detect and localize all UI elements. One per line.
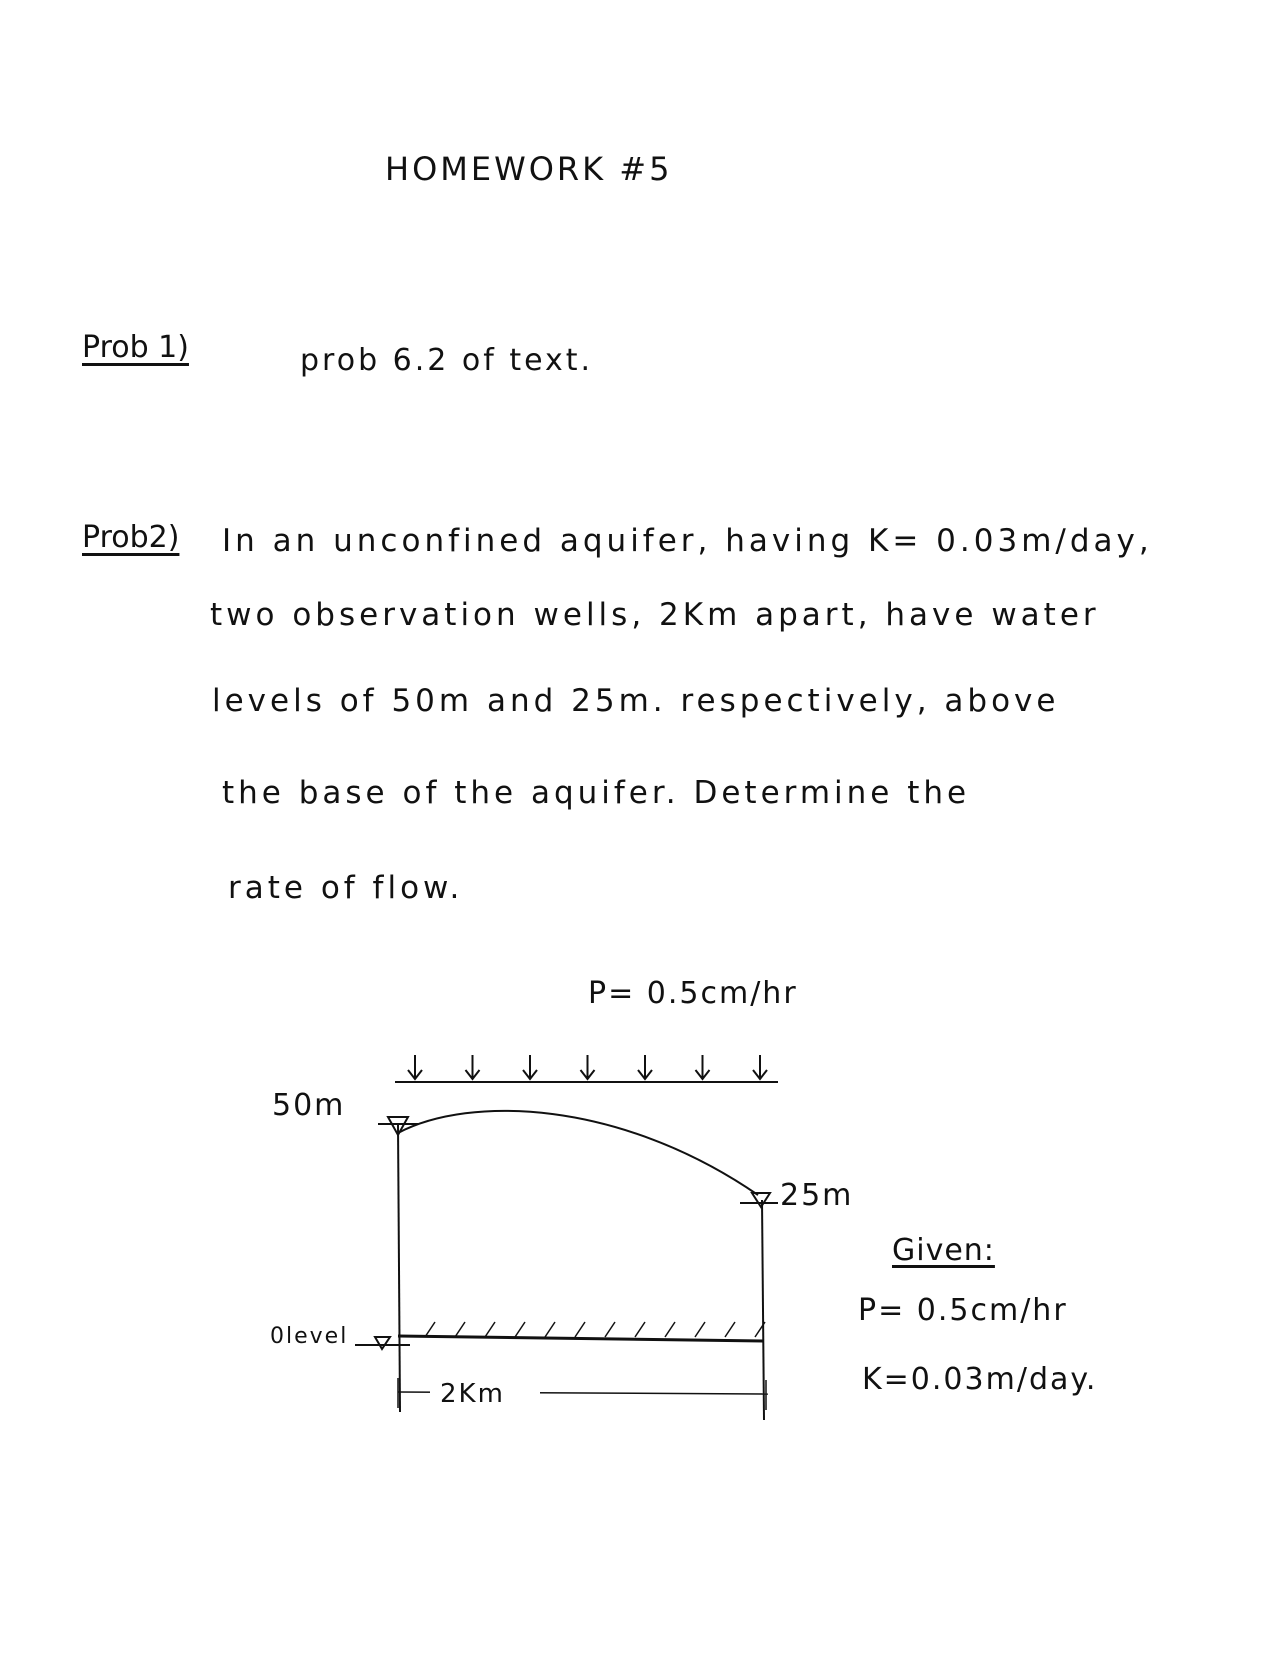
hatch-mark (695, 1322, 705, 1337)
hatch-mark (425, 1322, 435, 1337)
prob2-line-4: the base of the aquifer. Determine the (222, 775, 971, 811)
hatch-mark (575, 1322, 585, 1337)
water-table-curve (398, 1111, 758, 1195)
prob2-line-1: In an unconfined aquifer, having K= 0.03m/day, (222, 523, 1153, 559)
precip-arrow (638, 1055, 652, 1079)
precip-arrows (408, 1055, 767, 1079)
prob2-line-5: rate of flow. (228, 870, 464, 906)
distance-label: 2Km (440, 1379, 505, 1409)
precip-arrow (753, 1055, 767, 1079)
hatch-mark (545, 1322, 555, 1337)
page-title: HOMEWORK #5 (385, 150, 673, 188)
hatch-mark (605, 1322, 615, 1337)
right-water-level-icon (740, 1193, 778, 1207)
prob1-label: Prob 1) (82, 330, 189, 365)
precip-label: P= 0.5cm/hr (588, 976, 798, 1011)
hatch-mark (665, 1322, 675, 1337)
precip-arrow (466, 1055, 480, 1079)
prob2-line-2: two observation wells, 2Km apart, have water (210, 597, 1100, 633)
prob1-text: prob 6.2 of text. (300, 343, 594, 378)
given-p: P= 0.5cm/hr (858, 1293, 1068, 1328)
hatch-mark (725, 1322, 735, 1337)
prob2-label: Prob2) (82, 520, 180, 555)
base-hatching (425, 1322, 765, 1337)
precip-arrow (581, 1055, 595, 1079)
precip-arrow (408, 1055, 422, 1079)
given-k: K=0.03m/day. (862, 1362, 1098, 1397)
zero-level-icon (355, 1337, 410, 1349)
right-level-label: 25m (780, 1178, 854, 1213)
precip-arrow (523, 1055, 537, 1079)
aquifer-base (398, 1336, 764, 1341)
zero-level-label: 0level (270, 1324, 349, 1349)
precip-arrow (696, 1055, 710, 1079)
given-title: Given: (892, 1233, 995, 1268)
prob2-line-3: levels of 50m and 25m. respectively, above (212, 683, 1060, 719)
hatch-mark (515, 1322, 525, 1337)
hatch-mark (455, 1322, 465, 1337)
left-level-label: 50m (272, 1088, 346, 1123)
hatch-mark (485, 1322, 495, 1337)
right-well-line (762, 1200, 764, 1420)
hatch-mark (635, 1322, 645, 1337)
left-well-line (398, 1125, 400, 1412)
